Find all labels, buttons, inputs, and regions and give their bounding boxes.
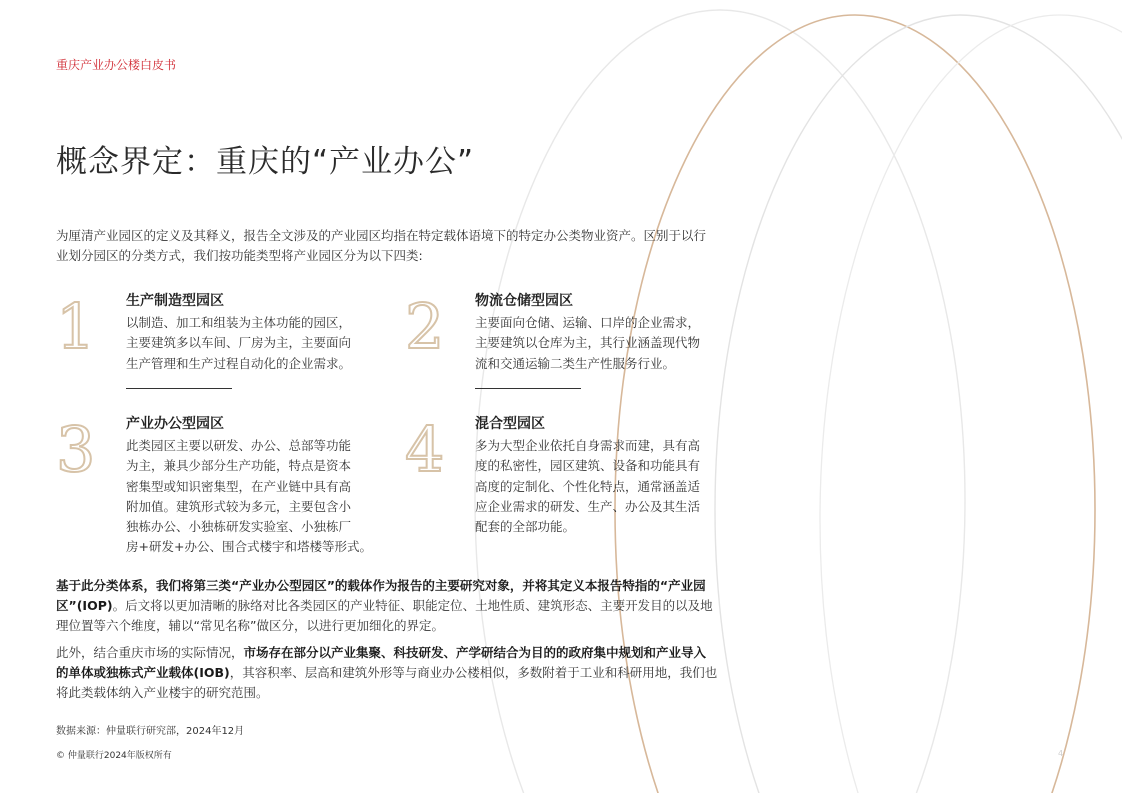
category-3 (56, 413, 386, 559)
category-1 (56, 290, 386, 396)
iob-paragraph: 此外，结合重庆市场的实际情况，市场存在部分以产业集聚、科技研发、产学研结合为目的的政府集中规划和产业导入的单体或独栋式产业载体(IOB)，其容积率、层高和建筑外形等与商业办公楼相似，多数附着于工业和科研用地，我们也将此类载体纳入产业楼宇的研究范围。 (56, 645, 718, 700)
category-title: 产业办公型园区 (126, 416, 224, 432)
document-header: 重庆产业办公楼白皮书 (56, 58, 177, 72)
category-number: 1 (56, 290, 96, 363)
category-number: 2 (405, 290, 445, 363)
intro-paragraph: 为厘清产业园区的定义及其释义，报告全文涉及的产业园区均指在特定载体语境下的特定办公类物业资产。区别于以行业划分园区的分类方式，我们按功能类型将产业园区分为以下四类: (56, 228, 707, 263)
category-description: 以制造、加工和组装为主体功能的园区， 主要建筑多以车间、厂房为主，主要面向 生产管理和生产过程自动化的企业需求。 (126, 315, 352, 371)
research-scope-paragraph: 基于此分类体系，我们将第三类“产业办公型园区”的载体作为报告的主要研究对象，并将其定义本报告特指的“产业园区”(IOP)。后文将以更加清晰的脉络对比各类园区的产业特征、职能定位、土地性质、建筑形态、主要开发目的以及地理位置等六个维度，辅以“常见名称”做区分，以进行更加细化的界定。 (56, 578, 713, 633)
category-description: 主要面向仓储、运输、口岸的企业需求， 主要建筑以仓库为主，其行业涵盖现代物 流和交通运输二类生产性服务行业。 (475, 315, 701, 371)
category-4 (405, 413, 735, 539)
divider-line (475, 388, 581, 389)
category-number: 4 (405, 413, 445, 486)
category-2 (405, 290, 735, 396)
research-scope-highlight: 基于此分类体系，我们将第三类“产业办公型园区”的载体作为报告的主要研究对象，并将其定义本报告特指的“产业园区”(IOP) (56, 578, 706, 613)
page-number: 4 (1058, 749, 1064, 758)
category-title: 混合型园区 (475, 416, 545, 432)
data-source-note: 数据来源：仲量联行研究部，2024年12月 (56, 726, 245, 737)
category-title: 生产制造型园区 (126, 293, 224, 309)
iob-highlight: 市场存在部分以产业集聚、科技研发、产学研结合为目的的政府集中规划和产业导入的单体或独栋式产业载体(IOB) (56, 645, 707, 680)
category-title: 物流仓储型园区 (475, 293, 573, 309)
category-description: 此类园区主要以研发、办公、总部等功能 为主，兼具少部分生产功能，特点是资本 密集型或知识密集型，在产业链中具有高 附加值。建筑形式较为多元，主要包含小 独栋办公、小独栋研发实验室、小独栋厂 房+研发+办公、围合式楼宇和塔楼等形式。 (126, 438, 372, 555)
divider-line (126, 388, 232, 389)
copyright-notice: © 仲量联行2024年版权所有 (56, 751, 172, 761)
page-title: 概念界定：重庆的“产业办公” (56, 144, 475, 180)
category-description: 多为大型企业依托自身需求而建，具有高 度的私密性，园区建筑、设备和功能具有 高度的定制化、个性化特点，通常涵盖适 应企业需求的研发、生产、办公及其生活 配套的全部功能。 (475, 438, 701, 535)
category-number: 3 (56, 413, 96, 486)
